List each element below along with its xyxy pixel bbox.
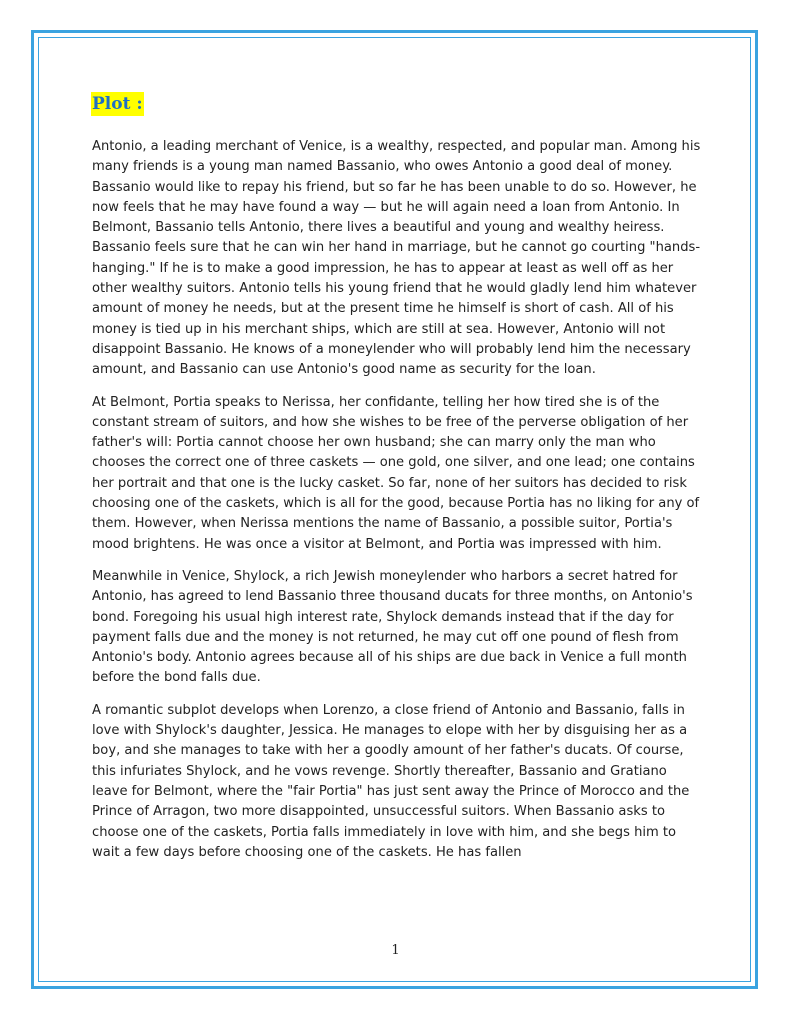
paragraph: A romantic subplot develops when Lorenzo, a close friend of Antonio and Bassanio, falls in love with Shylock's daughter, Jessica. He manages to elope with her by disguising her as a boy, and she manages to take with her a goodly amount of her father's ducats. Of course, this infuriates Shylock, and he vows revenge. Shortly thereafter, Bassanio and Gratiano leave for Belmont, where the "fair Portia" has just sent away the Prince of Morocco and the Prince of Arragon, two more disappointed, unsuccessful suitors. When Bassanio asks to choose one of the caskets, Portia falls immediately in love with him, and she begs him to wait a few days before choosing one of the caskets. He has fallen (92, 702, 690, 860)
section-heading: Plot : (92, 94, 143, 114)
paragraph: At Belmont, Portia speaks to Nerissa, her confidante, telling her how tired she is of the constant stream of suitors, and how she wishes to be free of the perverse obligation of her father's will: Portia cannot choose her own husband; she can marry only the man who chooses the correct one of three caskets — one gold, one silver, and one lead; one contains her portrait and that one is the lucky casket. So far, none of her suitors has decided to risk choosing one of the caskets, which is all for the good, because Portia has no liking for any of them. However, when Nerissa mentions the name of Bassanio, a possible suitor, Portia's mood brightens. He was once a visitor at Belmont, and Portia was impressed with him. (92, 394, 700, 552)
paragraph: Antonio, a leading merchant of Venice, is a wealthy, respected, and popular man. Among his many friends is a young man named Bassanio, who owes Antonio a good deal of money. Bassanio would like to repay his friend, but so far he has been unable to do so. However, he now feels that he may have found a way — but he will again need a loan from Antonio. In Belmont, Bassanio tells Antonio, there lives a beautiful and young and wealthy heiress. Bassanio feels sure that he can win her hand in marriage, but he cannot go courting "hands-hanging." If he is to make a good impression, he has to appear at least as well off as her other wealthy suitors. Antonio tells his young friend that he would gladly lend him whatever amount of money he needs, but at the present time he himself is short of cash. All of his money is tied up in his merchant ships, which are still at sea. However, Antonio will not disappoint Bassanio. He knows of a moneylender who will probably lend him the necessary amount, and Bassanio can use Antonio's good name as security for the loan. (92, 139, 701, 378)
body-text (92, 137, 702, 875)
page-number: 1 (391, 943, 400, 958)
paragraph: Meanwhile in Venice, Shylock, a rich Jewish moneylender who harbors a secret hatred for Antonio, has agreed to lend Bassanio three thousand ducats for three months, on Antonio's bond. Foregoing his usual high interest rate, Shylock demands instead that if the day for payment falls due and the money is not returned, he may cut off one pound of flesh from Antonio's body. Antonio agrees because all of his ships are due back in Venice a full month before the bond falls due. (92, 568, 693, 686)
